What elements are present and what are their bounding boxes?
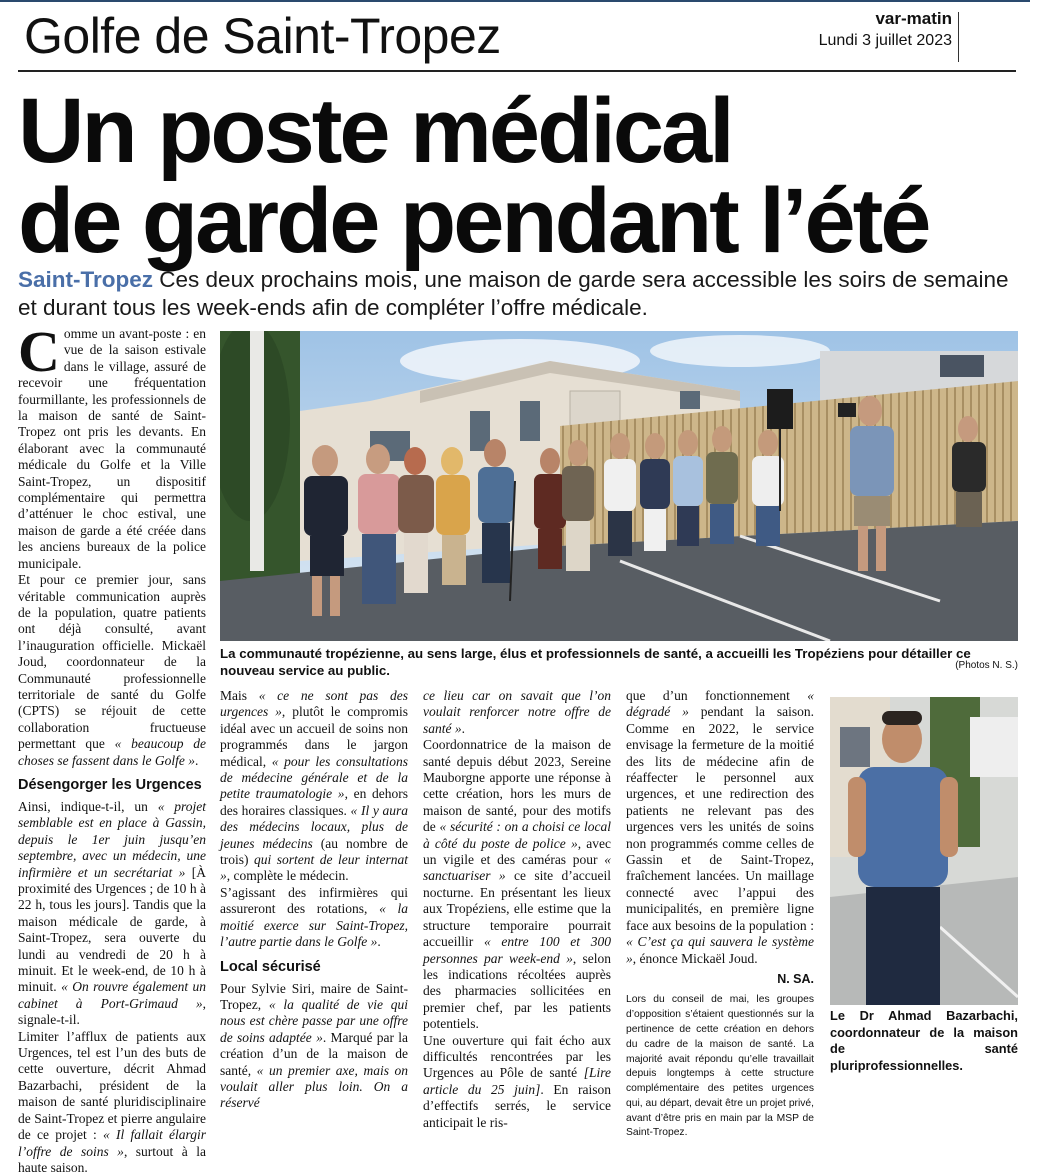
text: pendant la saison. Comme en 2022, le service envisage la fermeture de la moitié des lits de médecine afin de réaffecter le personnel aux urgences, et une redirection des patients ne relevant pas des urgences vers les unités de soins non programmés comme celles de Gassin et de Saint-Tropez, fraîchement lancées. Un maillage connecté avec l’appui des municipalités, en première ligne face aux besoins de la population :: [626, 704, 815, 933]
text: , complète le médecin.: [226, 868, 349, 884]
portrait-photo: [830, 697, 1018, 1005]
standfirst-place: Saint-Tropez: [18, 267, 154, 292]
drop-cap: C: [18, 319, 60, 384]
paragraph: [220, 885, 408, 951]
main-photo: [220, 331, 1018, 641]
quote: « sécurité : on a choisi ce local à côté du poste de police »: [423, 819, 611, 851]
quote: « C’est ça qui sauvera le système »: [626, 934, 814, 966]
text: .: [194, 752, 199, 768]
quote: « la moitié exerce sur Saint-Tropez, l’autre partie dans le Golfe »: [220, 901, 408, 950]
standfirst: [18, 266, 1018, 322]
quote: « projet semblable est en place à Gassin, depuis le 1er juin jusqu’en septembre, avec un médecin, une infirmière et un secrétariat »: [18, 798, 206, 880]
quote: « Il y aura des médecins locaux, plus de jeunes médecins: [220, 802, 408, 851]
paragraph: [18, 572, 206, 769]
article-column-2: [220, 688, 408, 1112]
subheading: Désengorger les Urgences: [18, 776, 202, 793]
quote: « ce ne sont pas des urgences »: [220, 688, 409, 720]
masthead-divider: [958, 12, 959, 62]
publication-date: Lundi 3 juillet 2023: [818, 32, 952, 49]
text: . Marqué par la création d’un de la maison de santé,: [220, 1029, 408, 1078]
quote: « un premier axe, mais on voulait aller plus loin. On a réservé: [220, 1062, 408, 1111]
reference: [Lire article du 25 juin]: [423, 1065, 611, 1097]
text: , signale-t-il.: [18, 995, 206, 1028]
quote: « On rouvre également un cabinet à Port-Grimaud »: [18, 979, 207, 1011]
headline: [18, 80, 1018, 272]
article-column-4: [626, 688, 814, 1141]
text: Limiter l’afflux de patients aux Urgences, tel est l’un des buts de cette ouverture, décrit Ahmad Bazarbachi, président de la maison de santé pluridisciplinaire de Saint-Tropez et pierre angulaire de ce projet :: [18, 1028, 206, 1143]
paragraph: [220, 688, 408, 885]
section-title: Golfe de Saint-Tropez: [24, 8, 501, 64]
text: , plutôt le compromis idéal avec un accueil de soins non programmés dans le jargon médical,: [220, 704, 408, 769]
quote: « pour les consultations de médecine générale et de la petite traumatologie »: [220, 753, 408, 802]
quote: « beaucoup de choses se fassent dans le Golfe »: [18, 736, 206, 768]
author-signature: N. SA.: [777, 971, 814, 986]
text: , en dehors des horaires classiques.: [220, 786, 408, 818]
text: .: [377, 934, 381, 950]
paragraph: [423, 1033, 611, 1131]
paragraph: [423, 688, 611, 737]
quote: « entre 100 et 300 personnes par week-end »: [423, 934, 612, 966]
text: Pour Sylvie Siri, maire de Saint-Tropez,: [220, 980, 408, 1012]
text: , surtout à la haute saison.: [18, 1143, 206, 1175]
quote: « Il fallait élargir l’offre de soins »: [18, 1127, 207, 1159]
paragraph: [220, 981, 408, 1112]
headline-line-2: de garde pendant l’été: [18, 170, 929, 272]
headline-line-1: Un poste médical: [18, 80, 732, 182]
top-rule: [0, 0, 1030, 2]
text: Ainsi, indique-t-il, un: [18, 798, 148, 814]
paragraph: [423, 737, 611, 1032]
text: omme un avant-poste : en vue de la saison estivale dans le village, assuré de recevoir une fréquentation fourmillante, les professionnels de la maison de santé de Saint-Tropez ont pris les devants. En élaborant avec la communauté médicale du Golfe et la Ville Saint-Tropez, un dispositif complémentaire qui permettra d’atténuer le choc estival, une maison de garde a été créée dans les anciens bureaux de la police municipale.: [18, 326, 206, 571]
sidebar-note: Lors du conseil de mai, les groupes d’opposition s’étaient questionnés sur la pertinence de cette création en dehors du cadre de la maison de santé. La majorité avait répondu qu’elle travaillait depuis longtemps à cette structure complémentaire des petites urgences qui, au départ, devait être un projet privé, avant d’être pris en main par la MSP de Saint-Tropez.: [626, 994, 814, 1139]
text: .: [461, 720, 465, 736]
paragraph: [18, 799, 206, 1029]
text: que d’un fonctionnement: [626, 688, 790, 703]
masthead: [819, 8, 952, 52]
article-column-3: [423, 688, 611, 1131]
text: S’agissant des infirmières qui assureront des rotations,: [220, 884, 408, 917]
text: . En raison d’effectifs serrés, le service anticipait le ris-: [423, 1081, 611, 1130]
paragraph: [18, 319, 206, 572]
paragraph: [626, 688, 814, 967]
standfirst-text: Ces deux prochains mois, une maison de garde sera accessible les soirs de semaine et durant tous les week-ends afin de compléter l’offre médicale.: [18, 267, 1009, 320]
article-column-1: [18, 319, 207, 1176]
text: Coordonnatrice de la maison de santé depuis début 2023, Sereine Mauborgne apporte une réponse à cette création, hors les murs de maison de santé, pour des motifs de: [423, 737, 611, 835]
photo-caption: La communauté tropézienne, au sens large, élus et professionnels de santé, a accueilli les Tropéziens pour détailler ce nouveau service au public.: [220, 646, 971, 678]
quote: « dégradé »: [626, 688, 815, 720]
header-rule: [18, 70, 1016, 72]
portrait-caption: Le Dr Ahmad Bazarbachi, coordonnateur de la maison de santé pluriprofessionnelles.: [830, 1008, 1018, 1073]
quote: « la qualité de vie qui nous est chère passe par une offre de soins adaptée »: [220, 996, 408, 1045]
text: (au nombre de trois): [220, 835, 408, 868]
photo-credit: (Photos N. S.): [955, 660, 1018, 671]
quote: « sanctuariser »: [423, 852, 611, 884]
text: Mais: [220, 688, 247, 703]
text: Et pour ce premier jour, sans véritable communication auprès de la population, quatre patients ont déjà consulté, avant l’inauguration officielle. Mickaël Joud, coordonnateur de la Communauté professionnelle territoriale de santé du Golfe (CPTS) se réjouit de cette collaboration fructueuse permettant que: [18, 572, 206, 752]
text: , énonce Mickaël Joud.: [632, 950, 758, 966]
quote: ce lieu car on savait que l’on voulait renforcer notre offre de santé »: [423, 688, 611, 736]
text: , avec un vigile et des caméras pour: [423, 835, 611, 868]
brand-name: var-matin: [875, 9, 952, 28]
text: , selon les indications récoltées auprès des pharmacies sollicitées en premier chef, par les patients potentiels.: [423, 950, 612, 1032]
quote: qui sortent de leur internat »: [220, 852, 408, 884]
paragraph: [18, 1029, 206, 1176]
text: ce site d’accueil nocturne. En présentant les lieux aux Tropéziens, elle estime que la structure temporaire pourrait accueillir: [423, 868, 612, 950]
text: [À proximité des Urgences ; de 10 h à 22 h, tous les jours]. Tandis que la maison médicale de garde, à Saint-Tropez, sera ouverte du lundi au vendredi de 20 h à minuit. Et le week-end, de 10 h à minuit.: [18, 864, 206, 995]
text: Une ouverture qui fait écho aux difficultés rencontrées par les Urgences au Pôle de santé: [423, 1032, 611, 1081]
subheading: Local sécurisé: [220, 958, 321, 975]
